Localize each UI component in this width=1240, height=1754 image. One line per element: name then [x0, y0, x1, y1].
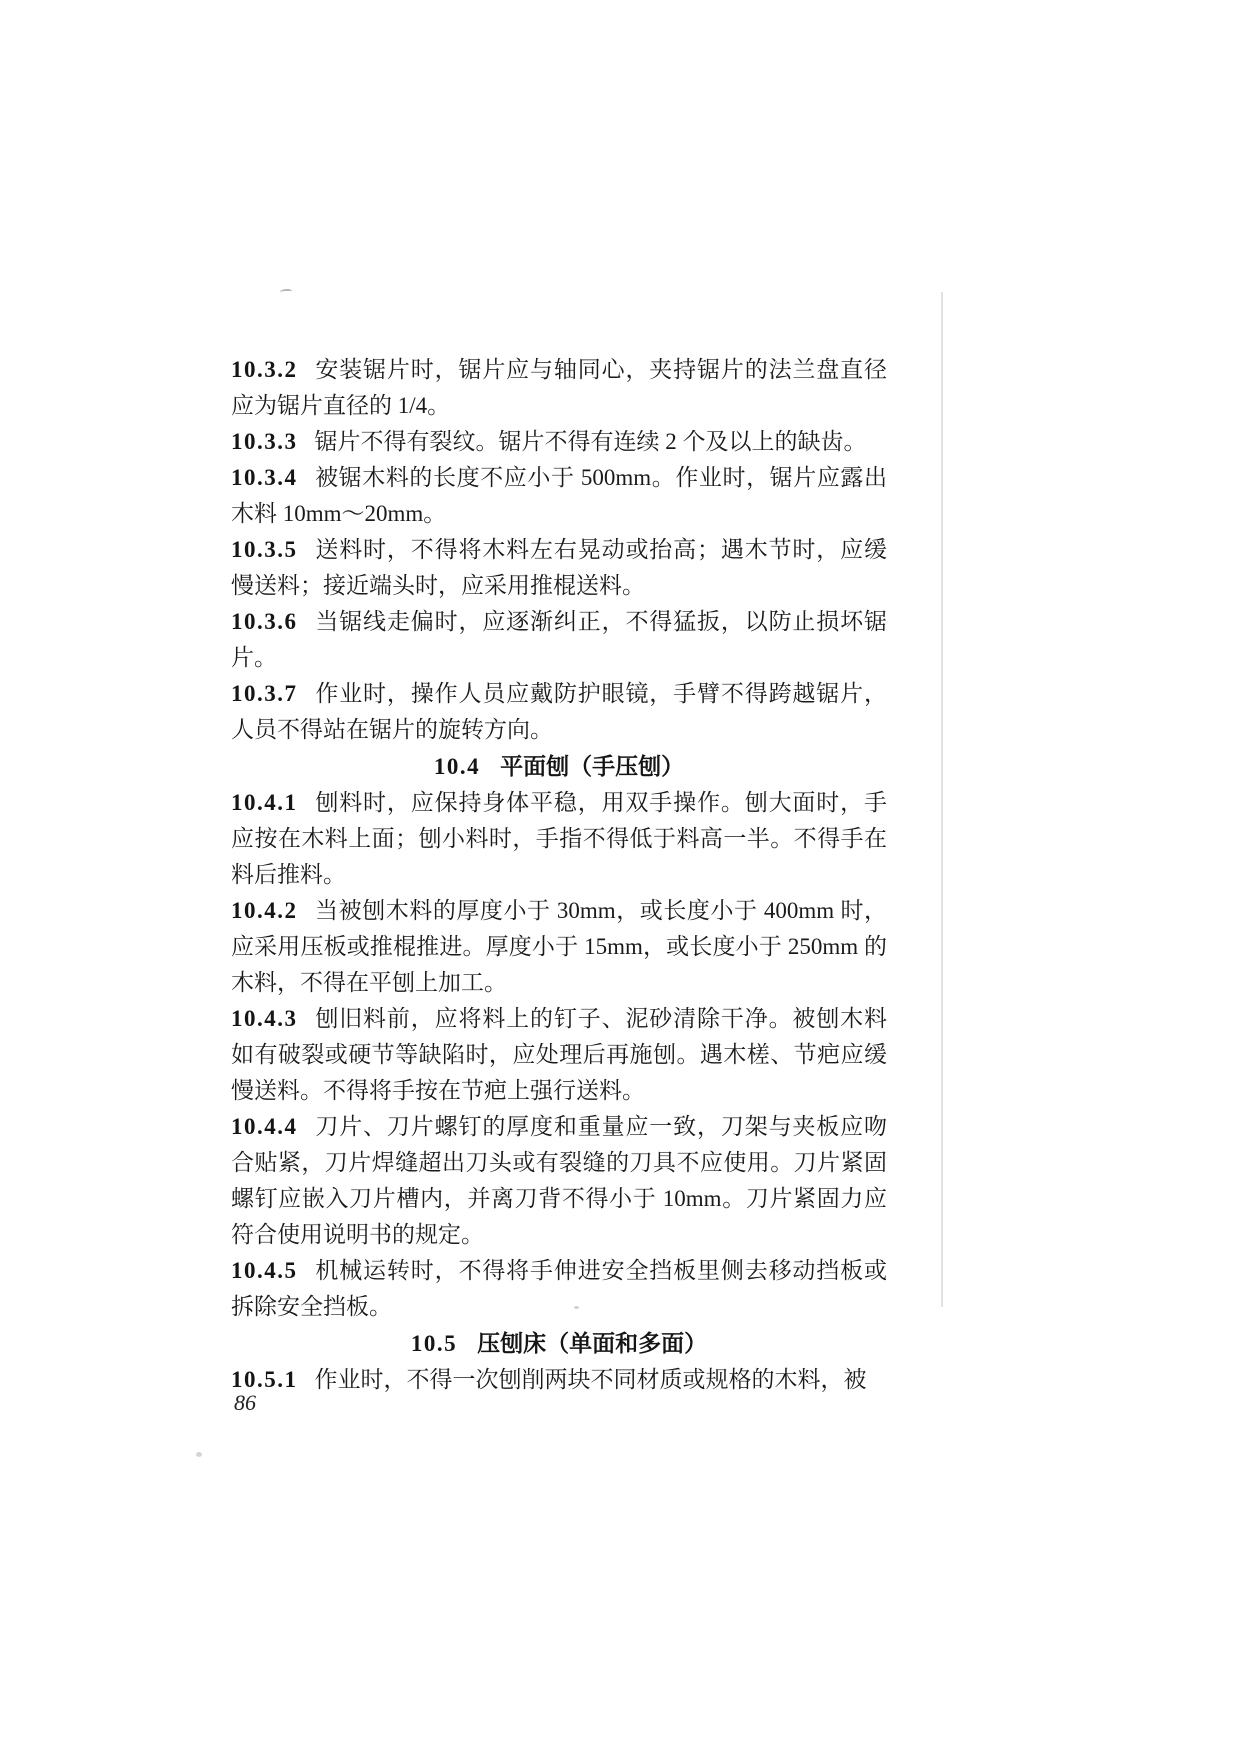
clause-number: 10.5.1: [231, 1367, 298, 1392]
clause-number: 10.3.2: [231, 357, 298, 382]
scan-artifact-mark: [280, 289, 292, 295]
clause-text: 被锯木料的长度不应小于 500mm。作业时，锯片应露出木料 10mm～20mm。: [231, 465, 887, 526]
clause-text: 当锯线走偏时，应逐渐纠正，不得猛扳，以防止损坏锯片。: [231, 609, 887, 670]
clause-number: 10.3.5: [231, 537, 298, 562]
clause-text: 当被刨木料的厚度小于 30mm，或长度小于 400mm 时，应采用压板或推棍推进。厚度小于 15mm，或长度小于 250mm 的木料，不得在平刨上加工。: [231, 898, 887, 995]
clause-text: 机械运转时，不得将手伸进安全挡板里侧去移动挡板或拆除安全挡板。: [231, 1258, 887, 1319]
clause-paragraph: [231, 532, 887, 604]
clause-paragraph: [231, 1362, 887, 1398]
section-title: 平面刨（手压刨）: [500, 753, 685, 779]
clause-number: 10.4.5: [231, 1258, 298, 1283]
scan-artifact-fold-line: [941, 292, 943, 1307]
clause-paragraph: [231, 1001, 887, 1109]
clause-text: 锯片不得有裂纹。锯片不得有连续 2 个及以上的缺齿。: [314, 429, 867, 454]
clause-number: 10.3.6: [231, 609, 298, 634]
clause-number: 10.4.1: [231, 790, 298, 815]
clause-number: 10.3.7: [231, 681, 298, 706]
clause-number: 10.3.3: [231, 429, 298, 454]
scan-artifact-dot: [196, 1452, 202, 1457]
section-title: 压刨床（单面和多面）: [477, 1330, 708, 1356]
clause-text: 刨料时，应保持身体平稳，用双手操作。刨大面时，手应按在木料上面；刨小料时，手指不得低于料高一半。不得手在料后推料。: [231, 790, 887, 887]
clause-paragraph: [231, 676, 887, 748]
clause-paragraph: [231, 1253, 887, 1325]
document-body: [231, 352, 887, 1398]
section-heading: [231, 1325, 887, 1362]
clause-text: 安装锯片时，锯片应与轴同心，夹持锯片的法兰盘直径应为锯片直径的 1/4。: [231, 357, 887, 418]
clause-paragraph: [231, 785, 887, 893]
clause-paragraph: [231, 1109, 887, 1253]
clause-paragraph: [231, 460, 887, 532]
clause-text: 刨旧料前，应将料上的钉子、泥砂清除干净。被刨木料如有破裂或硬节等缺陷时，应处理后再施刨。遇木槎、节疤应缓慢送料。不得将手按在节疤上强行送料。: [231, 1006, 887, 1103]
clause-number: 10.4.4: [231, 1114, 298, 1139]
clause-text: 作业时，操作人员应戴防护眼镜，手臂不得跨越锯片，人员不得站在锯片的旋转方向。: [231, 681, 887, 742]
clause-text: 作业时，不得一次刨削两块不同材质或规格的木料，被: [314, 1367, 867, 1392]
clause-paragraph: [231, 604, 887, 676]
clause-paragraph: [231, 424, 887, 460]
section-heading: [231, 748, 887, 785]
section-number: 10.5: [410, 1331, 458, 1356]
clause-paragraph: [231, 893, 887, 1001]
page-number: 86: [234, 1390, 256, 1415]
clause-number: 10.4.2: [231, 898, 298, 923]
clause-number: 10.3.4: [231, 465, 298, 490]
clause-number: 10.4.3: [231, 1006, 298, 1031]
clause-text: 送料时，不得将木料左右晃动或抬高；遇木节时，应缓慢送料；接近端头时，应采用推棍送料。: [231, 537, 887, 598]
section-number: 10.4: [433, 754, 481, 779]
clause-paragraph: [231, 352, 887, 424]
clause-text: 刀片、刀片螺钉的厚度和重量应一致，刀架与夹板应吻合贴紧，刀片焊缝超出刀头或有裂缝的刀具不应使用。刀片紧固螺钉应嵌入刀片槽内，并离刀背不得小于 10mm。刀片紧固力应符合使用说明书的规定。: [231, 1114, 887, 1247]
